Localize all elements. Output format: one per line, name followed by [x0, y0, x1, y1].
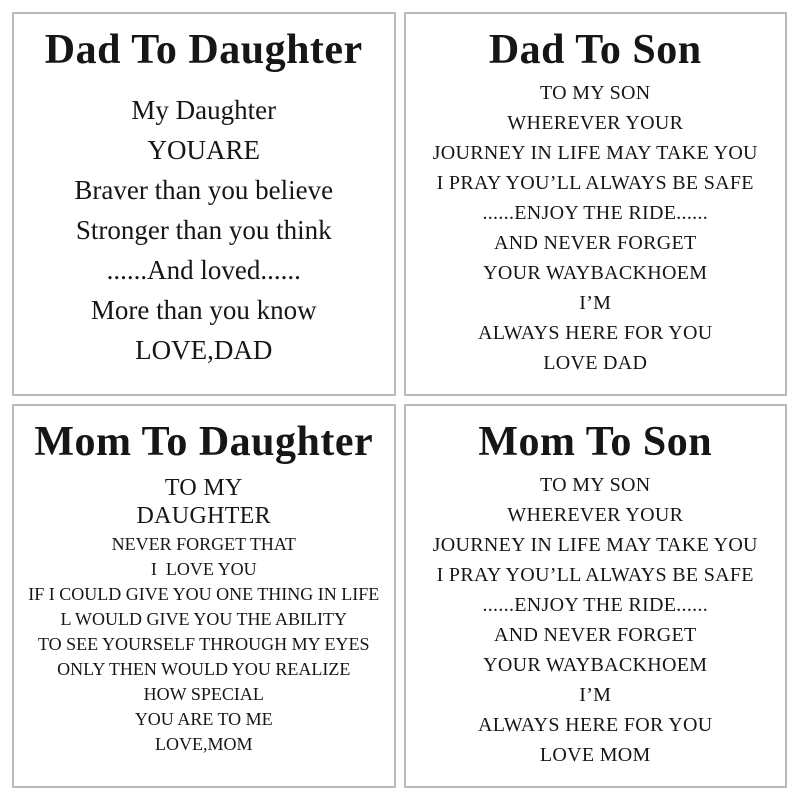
- message-line: I PRAY YOU’LL ALWAYS BE SAFE: [436, 172, 754, 194]
- message-line: HOW SPECIAL: [143, 684, 264, 704]
- message-line: JOURNEY IN LIFE MAY TAKE YOU: [432, 142, 758, 164]
- message-line: ONLY THEN WOULD YOU REALIZE: [57, 659, 351, 679]
- message-line: I’M: [579, 684, 612, 706]
- message-line: Stronger than you think: [75, 215, 332, 245]
- message-line: LOVE MOM: [539, 744, 651, 766]
- message-line: YOU ARE TO ME: [134, 709, 273, 729]
- card-title: Mom To Son: [478, 419, 713, 465]
- message-line: L WOULD GIVE YOU THE ABILITY: [60, 609, 347, 629]
- message-line: LOVE DAD: [543, 352, 648, 374]
- card-message: [14, 90, 394, 370]
- message-line: TO MY: [164, 475, 243, 501]
- message-line: More than you know: [90, 295, 317, 325]
- message-line: Braver than you believe: [74, 175, 334, 205]
- card-message: [406, 78, 786, 378]
- message-line: AND NEVER FORGET: [493, 232, 697, 254]
- card-message: [406, 470, 786, 770]
- message-line: YOUR WAYBACKHOEM: [483, 654, 708, 676]
- message-line: DAUGHTER: [136, 503, 271, 529]
- message-line: WHEREVER YOUR: [507, 112, 684, 134]
- message-line: IF I COULD GIVE YOU ONE THING IN LIFE: [28, 584, 380, 604]
- card-dad-to-son: [404, 12, 788, 396]
- message-line: JOURNEY IN LIFE MAY TAKE YOU: [432, 534, 758, 556]
- message-line: ......ENJOY THE RIDE......: [482, 594, 709, 616]
- message-line: YOUR WAYBACKHOEM: [483, 262, 708, 284]
- message-line: TO MY SON: [540, 82, 651, 104]
- message-line: LOVE,MOM: [155, 734, 253, 754]
- message-line: ALWAYS HERE FOR YOU: [478, 714, 713, 736]
- message-line: TO SEE YOURSELF THROUGH MY EYES: [37, 634, 370, 654]
- card-dad-to-daughter: [12, 12, 396, 396]
- message-line: NEVER FORGET THAT: [111, 534, 296, 554]
- message-line: ......ENJOY THE RIDE......: [482, 202, 709, 224]
- card-mom-to-daughter: [12, 404, 396, 788]
- message-line: I PRAY YOU’LL ALWAYS BE SAFE: [436, 564, 754, 586]
- message-line: TO MY SON: [540, 474, 651, 496]
- card-mom-to-son: [404, 404, 788, 788]
- message-line: ALWAYS HERE FOR YOU: [478, 322, 713, 344]
- card-title: Dad To Daughter: [44, 27, 363, 73]
- card-message-lead: [14, 474, 394, 530]
- message-line: LOVE,DAD: [135, 335, 273, 365]
- message-line: WHEREVER YOUR: [507, 504, 684, 526]
- card-title: Mom To Daughter: [34, 419, 374, 465]
- card-message: [14, 532, 394, 757]
- message-line: ......And loved......: [106, 255, 301, 285]
- message-line: I LOVE YOU: [150, 559, 257, 579]
- message-line: YOUARE: [147, 135, 260, 165]
- message-line: AND NEVER FORGET: [493, 624, 697, 646]
- message-line: My Daughter: [131, 95, 277, 125]
- card-title: Dad To Son: [488, 27, 702, 73]
- message-line: I’M: [579, 292, 612, 314]
